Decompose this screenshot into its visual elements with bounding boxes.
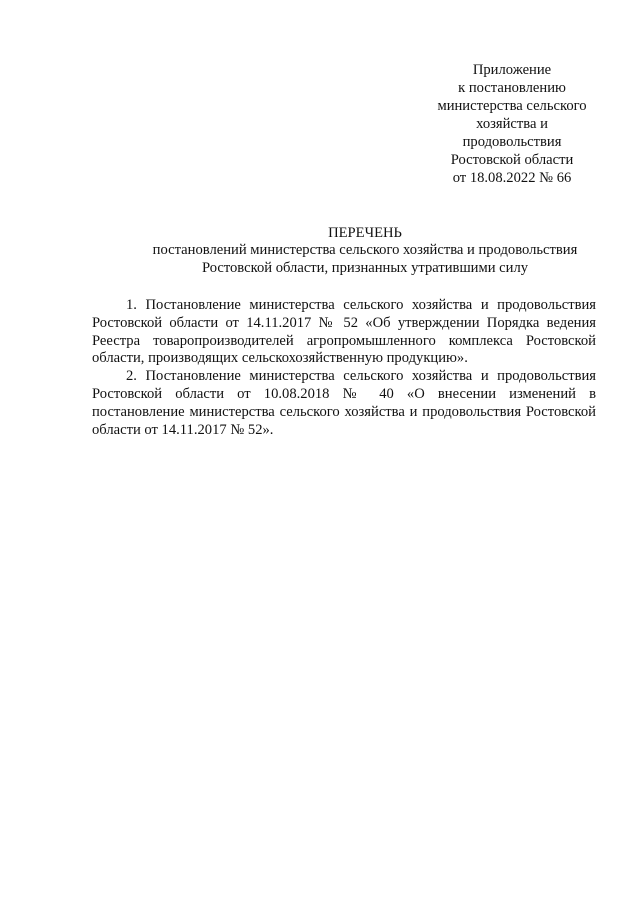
appendix-line: хозяйства и	[476, 116, 548, 132]
appendix-date-number: от 18.08.2022 № 66	[452, 170, 572, 186]
appendix-line: продовольствия	[462, 134, 562, 150]
appendix-block	[414, 61, 610, 187]
subtitle-line: постановлений министерства сельского хозяйства и продовольствия	[152, 242, 578, 258]
list-item: 1. Постановление министерства сельского хозяйства и продовольствия Ростовской области от 14.11.2017 № 52 «Об утверждении Порядка ведения Реестра товаропроизводителей агропромышленного комплекса Ростовской области, производящих сельскохозяйственную продукцию».	[92, 297, 596, 367]
list-item: 2. Постановление министерства сельского хозяйства и продовольствия Ростовской области от 10.08.2018 № 40 «О внесении изменений в постановление министерства сельского хозяйства и продовольствия Ростовской области от 14.11.2017 № 52».	[92, 368, 596, 438]
document-title: ПЕРЕЧЕНЬ	[328, 225, 402, 241]
document-subtitle	[0, 241, 640, 277]
appendix-line: к постановлению	[458, 80, 566, 96]
appendix-line: Ростовской области	[450, 152, 574, 168]
appendix-line: Приложение	[472, 62, 552, 78]
resolution-list	[92, 297, 596, 439]
appendix-line: министерства сельского	[437, 98, 587, 114]
subtitle-line: Ростовской области, признанных утратившими силу	[201, 260, 529, 276]
